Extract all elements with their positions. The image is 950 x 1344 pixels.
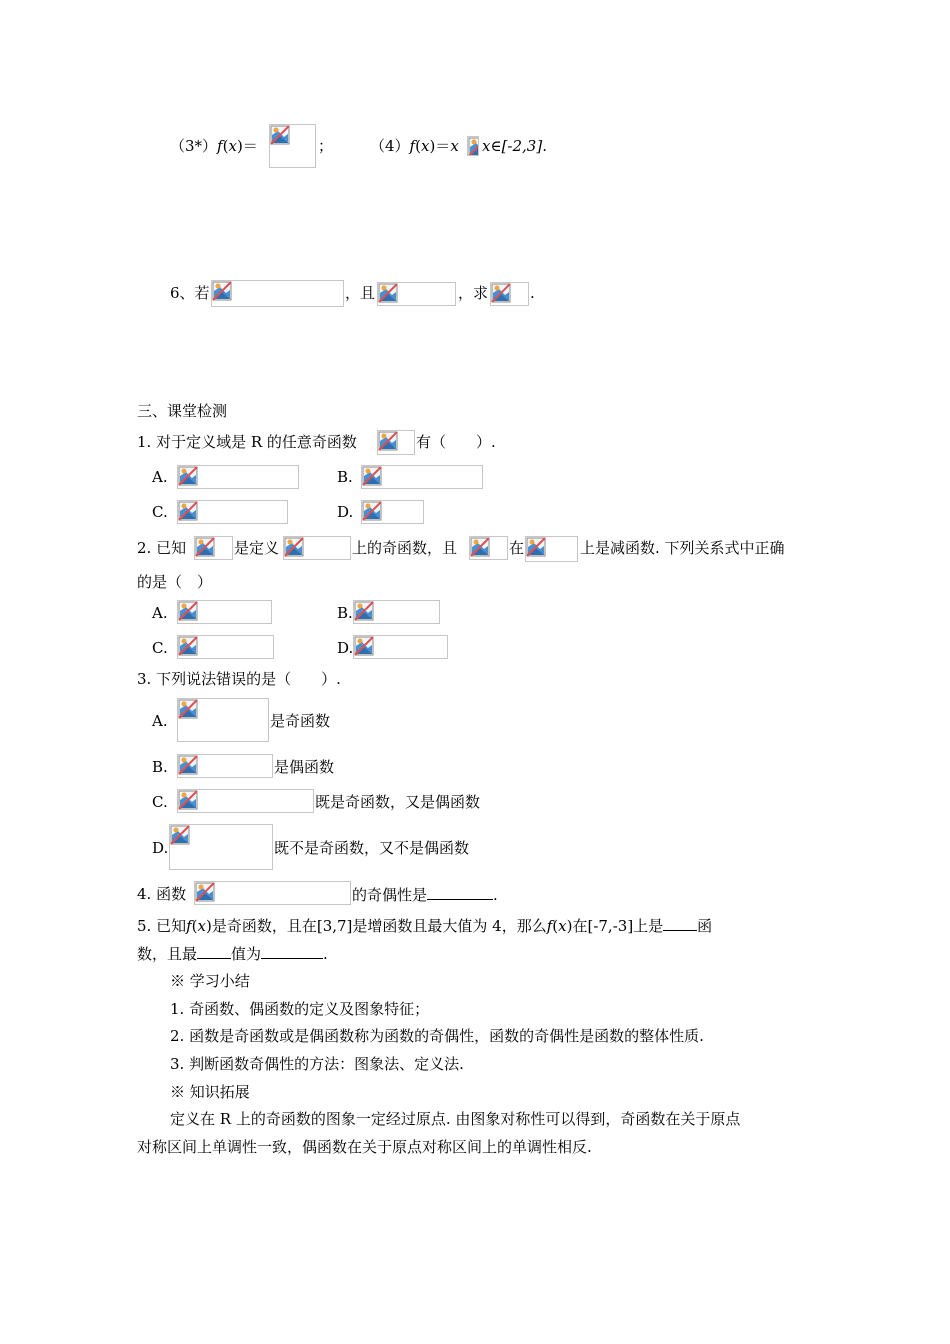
broken-image-icon [362,501,382,521]
q4-x: x [420,137,430,155]
q3-eq: ＝ [242,137,258,155]
p5-b: 是奇函数，且在[3,7]是增函数且最大值为 4，那么 [211,917,547,935]
q3-x: x [228,137,237,155]
p5-end: . [323,945,328,963]
section-title: 三、课堂检测 [137,402,228,420]
p4-post [352,883,498,906]
formula-image-p2-opt-a [177,600,272,624]
p2-a-label: A. [152,604,168,622]
p3-a-text: 是奇函数 [270,712,331,730]
p2-s3: 上的奇函数，且 [352,539,458,557]
p5-line2b: 值为 [231,945,262,963]
formula-image-p2-opt-d [353,635,448,659]
p3-text: 3. 下列说法错误的是（ ）. [137,670,341,688]
p3-b-label: B. [152,758,168,776]
p2-s1: 2. 已知 [137,539,187,557]
formula-image-q4 [467,136,479,156]
broken-image-icon [195,882,215,902]
broken-image-icon [354,636,374,656]
formula-image-q3 [269,124,316,168]
expand-line1: 定义在 R 上的奇函数的图象一定经过原点. 由图象对称性可以得到，奇函数在关于原点 [170,1110,741,1128]
p3-c-label: C. [152,793,168,811]
formula-image-p2-opt-b [353,600,440,624]
broken-image-icon [178,636,198,656]
broken-image-icon [195,537,215,557]
p2-s4: 在 [509,539,525,557]
broken-image-icon [378,283,398,303]
p5-d: 函 [697,917,713,935]
formula-image-p2-opt-c [177,635,274,659]
formula-image-p3-c [177,789,314,813]
p3-c-text: 既是奇函数，又是偶函数 [315,793,481,811]
broken-image-icon [212,281,232,301]
broken-image-icon [178,790,198,810]
q3-line: （3*）f(x)＝ [170,137,258,155]
p5-c: 在[-7,-3]上是 [572,917,664,935]
broken-image-icon [470,537,490,557]
broken-image-icon [378,431,398,451]
q4-cond: x∈[-2,3]. [482,137,547,155]
formula-image-q6a [211,280,344,307]
q6-pre: 6、若 [170,284,210,302]
broken-image-icon [178,699,198,719]
formula-image-p3-b [177,754,273,778]
expand-line2: 对称区间上单调性一致，偶函数在关于原点对称区间上的单调性相反. [137,1138,592,1156]
formula-image-p4 [194,881,351,905]
broken-image-icon [270,125,290,145]
p4-end: . [493,886,498,904]
p4-post-text: 的奇偶性是 [352,886,428,904]
p2-c-label: C. [152,639,168,657]
q4-label: （4） [370,137,410,155]
q3-label: （3*） [170,137,218,155]
p5-line2a: 数，且最 [137,945,198,963]
broken-image-icon [468,137,479,156]
broken-image-icon [178,601,198,621]
q6-mid: ，且 [345,284,376,302]
p5-f2: f [546,917,553,935]
p5-a: 5. 已知 [137,917,187,935]
formula-image-p3-d [169,824,273,870]
broken-image-icon [526,537,546,557]
p1-b-label: B. [337,468,353,486]
q4-f: f [409,137,416,155]
expand-title: ※ 知识拓展 [170,1083,250,1101]
broken-image-icon [491,283,511,303]
p5-blank-2 [197,942,231,959]
formula-image-q6c [490,282,529,306]
formula-image-p1-d [361,500,424,524]
p1-d-label: D. [337,503,354,521]
formula-image-p2-d [525,536,578,562]
p4-pre: 4. 函数 [137,885,187,903]
formula-image-p1 [377,430,415,455]
q4-xvar: x [450,137,459,155]
p1-text: 1. 对于定义域是 R 的任意奇函数 [137,433,357,451]
p5-f1: f [186,917,192,935]
broken-image-icon [354,601,374,621]
broken-image-icon [284,537,304,557]
broken-image-icon [178,501,198,521]
formula-image-p2-b [283,536,351,560]
p5-x1: x [197,917,206,935]
p2-b-label: B. [337,604,353,622]
p4-answer-blank [427,883,493,900]
q3-f: f [217,137,223,155]
formula-image-p1-b [361,465,483,489]
broken-image-icon [178,755,198,775]
q3-end: ； [318,137,334,155]
p3-d-label: D. [152,839,169,857]
summary-item: 1. 奇函数、偶函数的定义及图象特征； [170,1000,430,1018]
p5-blank-1 [663,914,697,931]
summary-title: ※ 学习小结 [170,972,250,990]
p5-line2 [137,942,328,965]
broken-image-icon [178,466,198,486]
summary-item: 3. 判断函数奇偶性的方法：图象法、定义法. [170,1055,464,1073]
p1-a-label: A. [152,468,168,486]
formula-image-p3-a [177,698,269,742]
broken-image-icon [362,466,382,486]
formula-image-p2-c [469,536,508,560]
q6-ask: ，求 [458,284,489,302]
p2-d-label: D. [337,639,354,657]
formula-image-q6b [377,282,456,306]
p2-line2: 的是（ ） [137,573,213,591]
formula-image-p1-c [177,500,288,524]
p5-blank-3 [261,942,323,959]
p3-b-text: 是偶函数 [274,758,335,776]
p3-a-label: A. [152,712,168,730]
formula-image-p1-a [177,465,299,489]
p3-d-text: 既不是奇函数，又不是偶函数 [274,839,470,857]
broken-image-icon [170,825,190,845]
q6-end: . [530,284,535,302]
p1-c-label: C. [152,503,168,521]
p1-tail: 有（ ）. [416,433,496,451]
formula-image-p2-a [194,536,233,560]
p5-line1: 5. 已知f(x)是奇函数，且在[3,7]是增函数且最大值为 4，那么f(x)在[-7,-3]上是 函 [137,914,712,937]
summary-item: 2. 函数是奇函数或是偶函数称为函数的奇偶性，函数的奇偶性是函数的整体性质. [170,1027,704,1045]
q4-eq: ＝ [435,137,451,155]
q4-line: （4）f(x)＝x [370,137,459,155]
p2-s2: 是定义 [234,539,280,557]
p5-x2: x [558,917,567,935]
p2-s5: 上是减函数. 下列关系式中正确 [580,539,785,557]
